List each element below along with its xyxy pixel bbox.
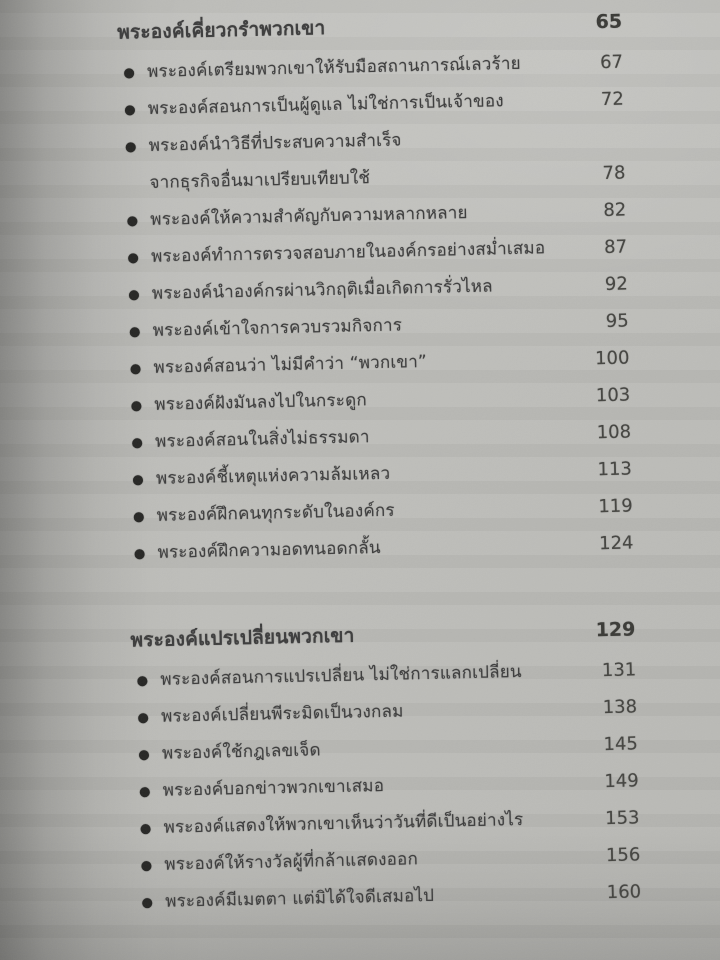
toc-entry-page-number: 100	[594, 347, 630, 370]
toc-entry-page-number: 156	[605, 844, 641, 867]
toc-entry-line: พระองค์ฝึกคนทุกระดับในองค์กร	[156, 500, 395, 526]
toc-entry-line: พระองค์นำองค์กรผ่านวิกฤติเมื่อเกิดการรั่วไหล	[151, 276, 493, 304]
bullet-icon	[124, 68, 134, 78]
bullet-icon	[141, 824, 151, 834]
bullet-icon	[127, 216, 137, 226]
toc-entry-line: พระองค์มีเมตตา แต่มิได้ใจดีเสมอไป	[164, 885, 435, 912]
toc-section	[3, 608, 720, 925]
bullet-icon	[138, 713, 148, 723]
toc-entry-line: พระองค์ฝึกความอดทนอดกลั้น	[157, 537, 381, 563]
toc-entry-text	[148, 119, 562, 202]
toc-entry-page-number: 149	[604, 770, 639, 793]
bullet-icon	[129, 290, 139, 300]
toc-entry-page-number: 131	[601, 659, 637, 682]
toc-entry-line: พระองค์เข้าใจการควบรวมกิจการ	[152, 315, 403, 341]
bullet-icon	[131, 401, 141, 411]
bullet-icon	[139, 750, 149, 760]
toc-entry-line: พระองค์ใช้กฎเลขเจ็ด	[161, 740, 321, 764]
toc-entry-page-number: 160	[606, 881, 642, 904]
bullet-icon	[133, 475, 143, 485]
toc-entry-line: พระองค์นำวิธีที่ประสบความสำเร็จ	[148, 130, 402, 156]
bullet-icon	[126, 142, 136, 152]
bullet-icon	[132, 438, 142, 448]
toc-entry-line: พระองค์บอกข่าวพวกเขาเสมอ	[162, 775, 385, 801]
toc-entry-page-number: 113	[597, 458, 633, 481]
toc-entry-page-number: 119	[598, 495, 633, 518]
toc-entry-line: พระองค์ทำการตรวจสอบภายในองค์กรอย่างสม่ำเสมอ	[150, 238, 546, 267]
toc-entry-line: พระองค์สอนการแปรเปลี่ยน ไม่ใช่การแลกเปลี่ยน	[160, 661, 522, 690]
toc-entry-page-number: 72	[600, 88, 625, 111]
toc-entry-page-number: 138	[602, 696, 638, 719]
bullet-icon	[135, 549, 145, 559]
bullet-icon	[130, 364, 140, 374]
toc-entry-page-number: 108	[596, 421, 632, 444]
toc-entry-line: พระองค์ให้รางวัลผู้ที่กล้าแสดงออก	[164, 849, 419, 875]
toc-entry-page-number: 92	[604, 273, 629, 296]
bullet-icon	[130, 327, 140, 337]
toc-section-title: พระองค์แปรเปลี่ยนพวกเขา	[130, 624, 355, 652]
toc-entry-line: พระองค์ฝังมันลงไปในกระดูก	[154, 390, 368, 415]
toc-section-title: พระองค์เคี่ยวกรำพวกเขา	[116, 17, 326, 44]
toc-entry-line: พระองค์สอนในสิ่งไม่ธรรมดา	[154, 427, 370, 452]
bullet-icon	[141, 861, 151, 871]
toc-entry-line: พระองค์แสดงให้พวกเขาเห็นว่าวันที่ดีเป็นอย่างไร	[163, 809, 524, 838]
toc-entry-line: จากธุรกิจอื่นมาเปรียบเทียบใช้	[149, 168, 371, 193]
toc-entry-line: พระองค์เตรียมพวกเขาให้รับมือสถานการณ์เลวร้าย	[146, 53, 521, 82]
toc-entry-page-number: 124	[598, 532, 634, 555]
toc-entry-page-number: 153	[604, 807, 640, 830]
toc-entry-page-number: 82	[603, 199, 627, 222]
toc-section-page-number: 65	[595, 10, 623, 34]
toc-entry-page-number: 95	[605, 310, 629, 333]
toc-entry-page-number: 145	[603, 733, 639, 756]
toc-entry-text	[165, 875, 578, 921]
toc-entry-line: พระองค์เปลี่ยนพีระมิดเป็นวงกลม	[160, 701, 404, 727]
toc-entry-line: พระองค์ชี้เหตุแห่งความล้มเหลว	[155, 463, 391, 489]
toc-entry-line: พระองค์สอนว่า ไม่มีคำว่า “พวกเขา”	[153, 351, 428, 378]
bullet-icon	[134, 512, 144, 522]
toc-entry-line: พระองค์ให้ความสำคัญกับความหลากหลาย	[150, 203, 468, 230]
bullet-icon	[137, 676, 147, 686]
toc-entry-page-number: 103	[595, 384, 631, 407]
toc-entry-text	[157, 526, 570, 572]
toc-section-page-number: 129	[595, 618, 636, 642]
toc-entry-page-number: 78	[602, 162, 626, 185]
toc-entry-page-number: 87	[603, 236, 628, 259]
toc-entry-line: พระองค์สอนการเป็นผู้ดูแล ไม่ใช่การเป็นเจ้าของ	[147, 91, 505, 119]
toc-entry-page-number: 67	[599, 51, 624, 74]
bullet-icon	[140, 787, 150, 797]
bullet-icon	[142, 898, 152, 908]
bullet-icon	[125, 105, 135, 115]
bullet-icon	[128, 253, 138, 263]
